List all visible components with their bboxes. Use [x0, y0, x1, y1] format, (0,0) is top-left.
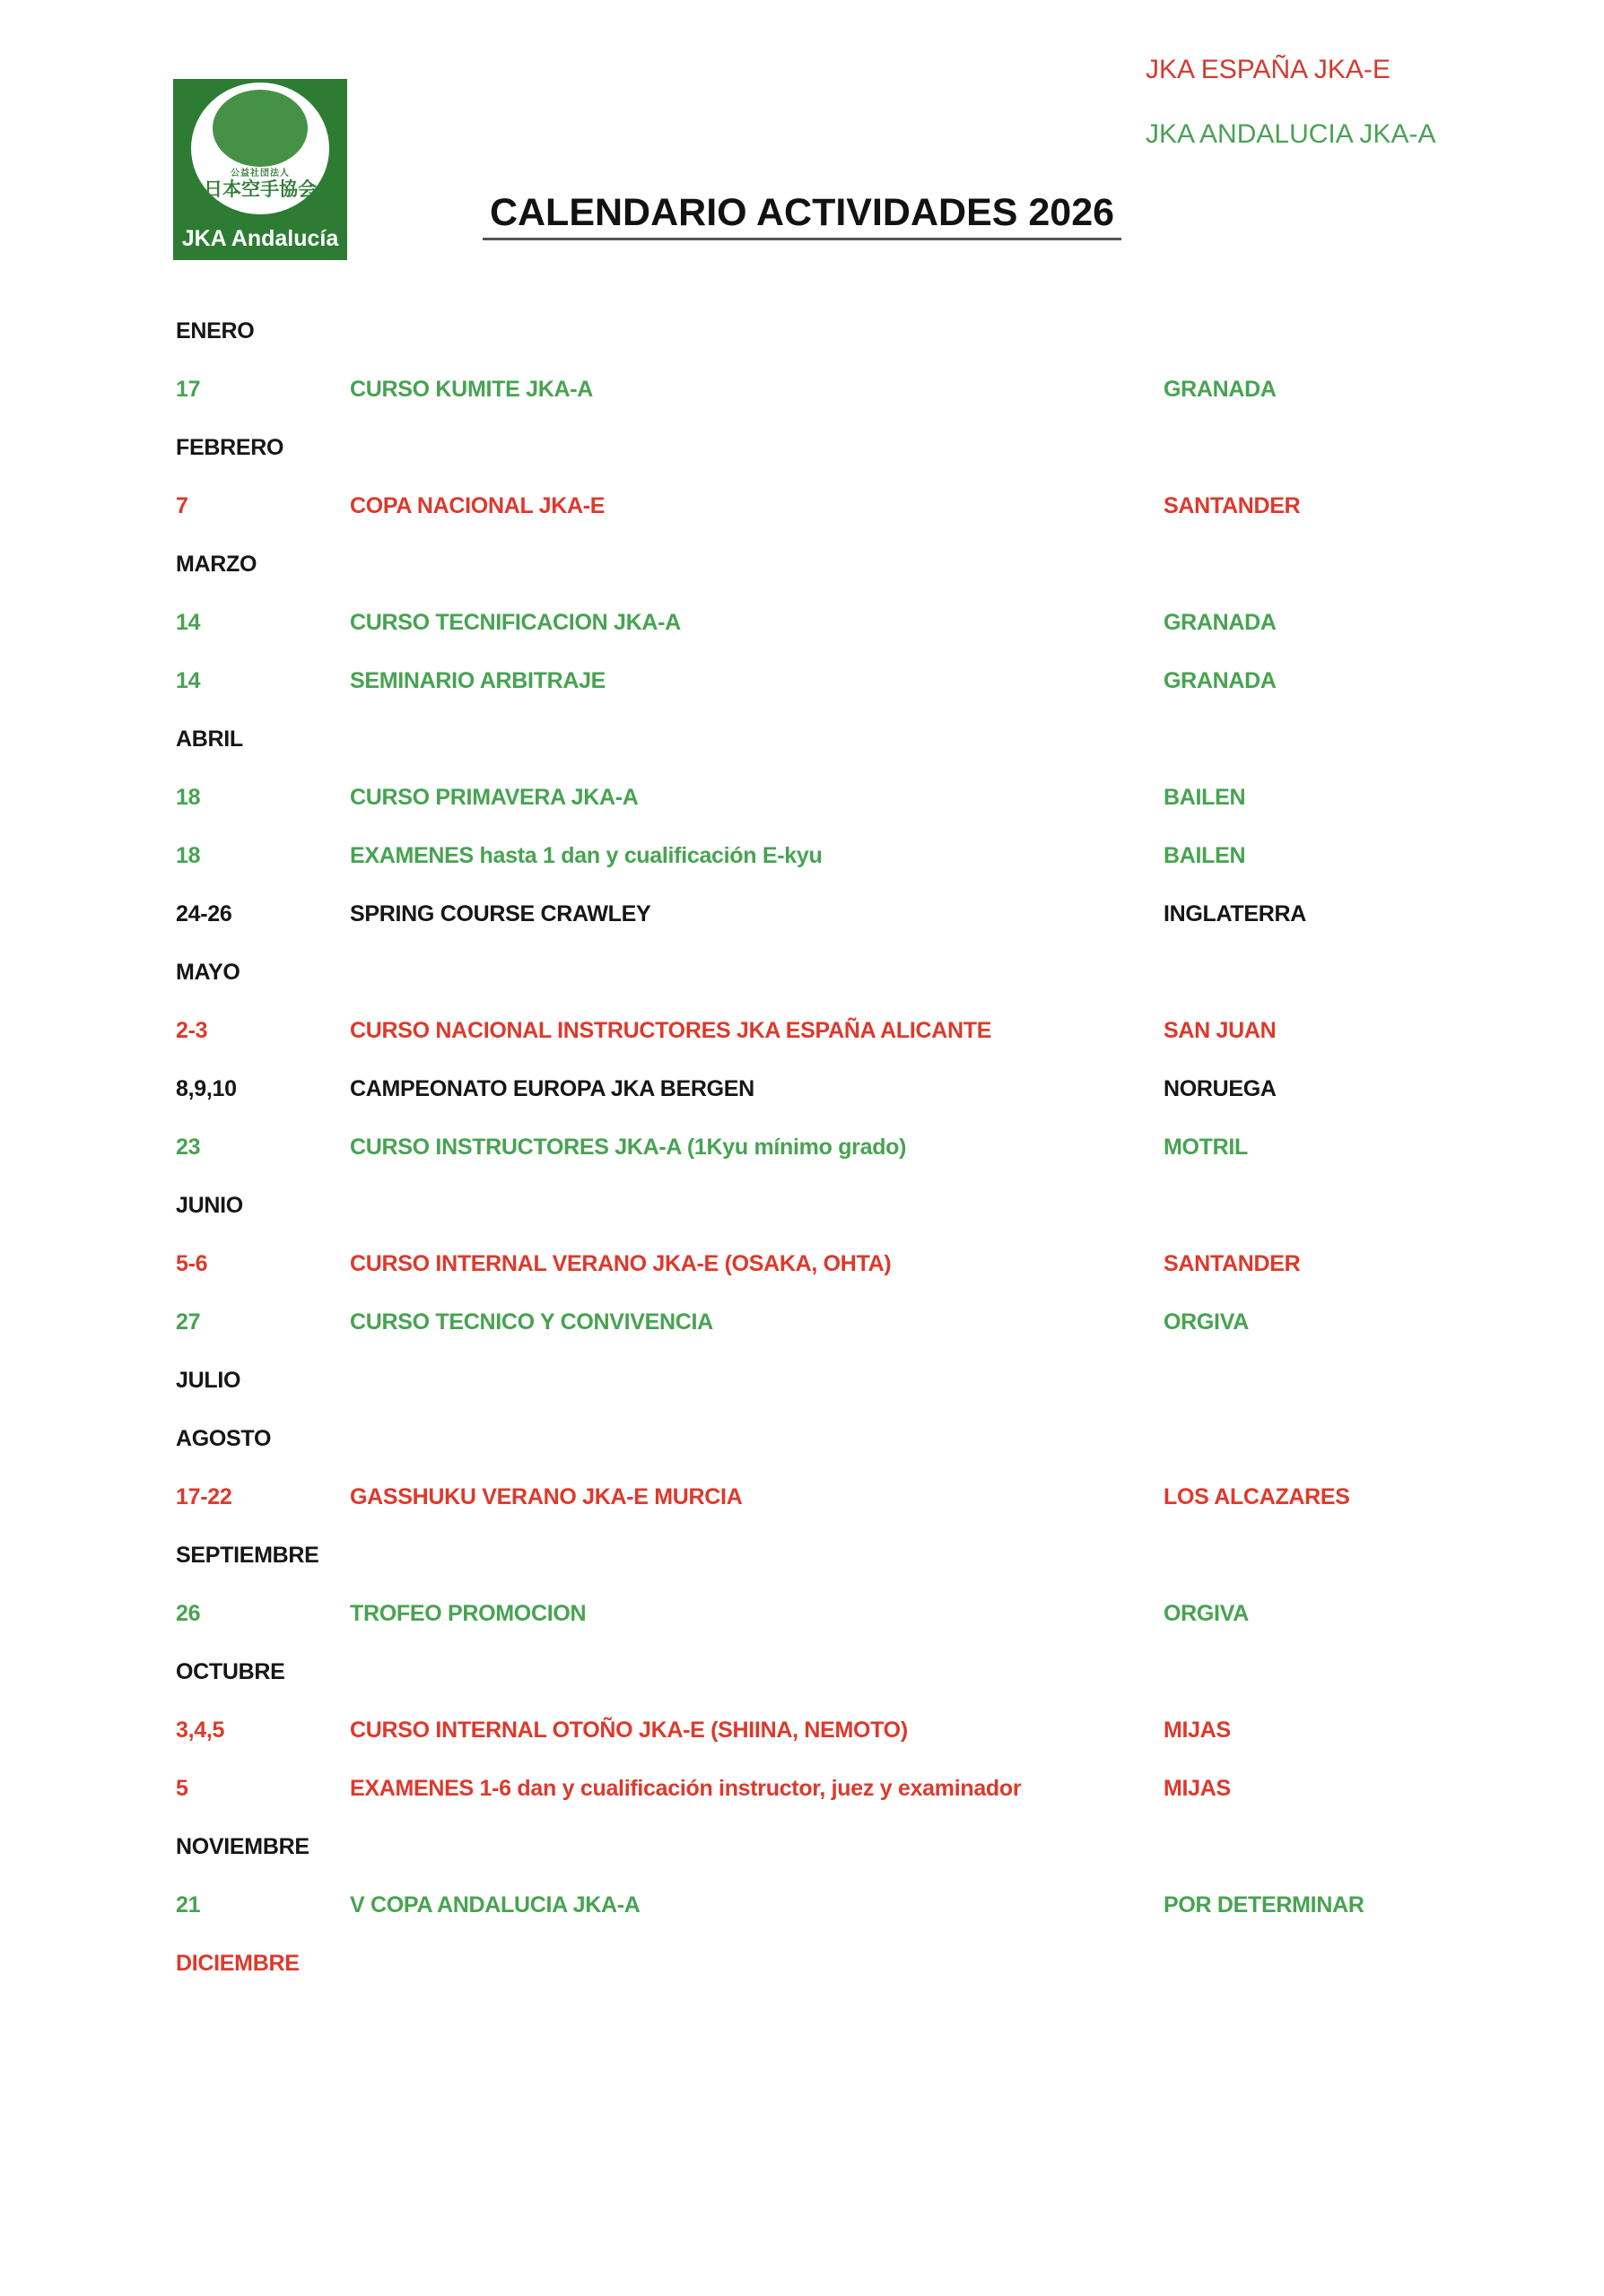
page-title-wrapper	[0, 193, 1604, 240]
event-location: GRANADA	[1164, 668, 1277, 693]
event-location: MIJAS	[1164, 1718, 1231, 1743]
event-date: 14	[176, 668, 201, 693]
calendar-month-row	[0, 1177, 1604, 1235]
event-date: 23	[176, 1135, 201, 1160]
calendar-event-row	[0, 1060, 1604, 1118]
event-date: 5-6	[176, 1251, 208, 1276]
event-title: EXAMENES hasta 1 dan y cualificación E-kyu	[350, 843, 823, 868]
calendar-event-row	[0, 1293, 1604, 1352]
event-date: 21	[176, 1892, 201, 1918]
calendar-month-row	[0, 944, 1604, 1002]
calendar-rows	[0, 302, 1604, 1993]
calendar-month-row	[0, 302, 1604, 361]
month-label: AGOSTO	[176, 1426, 272, 1451]
calendar-event-row	[0, 1876, 1604, 1935]
event-title: GASSHUKU VERANO JKA-E MURCIA	[350, 1484, 743, 1509]
logo-kanji-small-text: 公益社団法人	[231, 169, 290, 178]
calendar-event-row	[0, 885, 1604, 944]
event-title: V COPA ANDALUCIA JKA-A	[350, 1892, 641, 1918]
month-label: OCTUBRE	[176, 1659, 285, 1684]
calendar-event-row	[0, 361, 1604, 419]
event-title: CURSO INTERNAL OTOÑO JKA-E (SHIINA, NEMOTO)	[350, 1718, 908, 1743]
event-title: EXAMENES 1-6 dan y cualificación instructor, juez y examinador	[350, 1776, 1022, 1801]
event-title: CAMPEONATO EUROPA JKA BERGEN	[350, 1076, 754, 1101]
event-location: POR DETERMINAR	[1164, 1892, 1364, 1918]
logo-kanji-main-text: 日本空手協会	[204, 179, 317, 200]
event-date: 17	[176, 377, 201, 402]
calendar-event-row	[0, 1585, 1604, 1643]
calendar-event-row	[0, 1118, 1604, 1177]
calendar-event-row	[0, 594, 1604, 652]
calendar-event-row	[0, 827, 1604, 885]
calendar-event-row	[0, 1002, 1604, 1060]
org-line-jka-espana: JKA ESPAÑA JKA-E	[1146, 55, 1390, 84]
event-location: SAN JUAN	[1164, 1018, 1277, 1043]
event-date: 8,9,10	[176, 1076, 237, 1101]
calendar-event-row	[0, 1760, 1604, 1818]
calendar-event-row	[0, 1701, 1604, 1760]
calendar-month-row	[0, 535, 1604, 594]
event-date: 14	[176, 610, 201, 635]
event-title: CURSO INSTRUCTORES JKA-A (1Kyu mínimo grado)	[350, 1135, 907, 1160]
event-title: CURSO KUMITE JKA-A	[350, 377, 593, 402]
event-title: SPRING COURSE CRAWLEY	[350, 901, 651, 926]
event-location: ORGIVA	[1164, 1309, 1249, 1335]
calendar-month-row	[0, 1935, 1604, 1993]
event-date: 2-3	[176, 1018, 208, 1043]
event-title: CURSO NACIONAL INSTRUCTORES JKA ESPAÑA ALICANTE	[350, 1018, 992, 1043]
event-location: BAILEN	[1164, 843, 1246, 868]
event-location: GRANADA	[1164, 377, 1277, 402]
calendar-month-row	[0, 1818, 1604, 1876]
calendar-event-row	[0, 477, 1604, 535]
event-date: 3,4,5	[176, 1718, 225, 1743]
event-title: CURSO TECNIFICACION JKA-A	[350, 610, 681, 635]
event-date: 18	[176, 843, 201, 868]
event-title: CURSO PRIMAVERA JKA-A	[350, 785, 639, 810]
event-date: 24-26	[176, 901, 232, 926]
month-label: JUNIO	[176, 1193, 243, 1218]
event-location: LOS ALCAZARES	[1164, 1484, 1350, 1509]
event-date: 7	[176, 493, 188, 518]
event-location: SANTANDER	[1164, 493, 1301, 518]
event-location: INGLATERRA	[1164, 901, 1307, 926]
event-location: GRANADA	[1164, 610, 1277, 635]
month-label: FEBRERO	[176, 435, 284, 460]
calendar-month-row	[0, 1643, 1604, 1701]
calendar-event-row	[0, 769, 1604, 827]
event-title: COPA NACIONAL JKA-E	[350, 493, 606, 518]
calendar-month-row	[0, 710, 1604, 769]
event-title: SEMINARIO ARBITRAJE	[350, 668, 606, 693]
month-label: ABRIL	[176, 726, 243, 752]
calendar-month-row	[0, 1526, 1604, 1585]
calendar-event-row	[0, 1468, 1604, 1526]
month-label: MARZO	[176, 552, 257, 577]
event-date: 18	[176, 785, 201, 810]
calendar-month-row	[0, 1352, 1604, 1410]
month-label: JULIO	[176, 1368, 241, 1393]
event-location: MOTRIL	[1164, 1135, 1249, 1160]
event-date: 27	[176, 1309, 201, 1335]
event-title: TROFEO PROMOCION	[350, 1601, 587, 1626]
event-title: CURSO INTERNAL VERANO JKA-E (OSAKA, OHTA)	[350, 1251, 892, 1276]
month-label: DICIEMBRE	[176, 1951, 300, 1976]
org-line-jka-andalucia: JKA ANDALUCIA JKA-A	[1146, 119, 1436, 149]
event-title: CURSO TECNICO Y CONVIVENCIA	[350, 1309, 713, 1335]
month-label: ENERO	[176, 318, 255, 344]
event-location: SANTANDER	[1164, 1251, 1301, 1276]
event-date: 17-22	[176, 1484, 232, 1509]
logo-label: JKA Andalucía	[181, 226, 339, 251]
calendar-month-row	[0, 419, 1604, 477]
event-location: NORUEGA	[1164, 1076, 1277, 1101]
event-date: 5	[176, 1776, 188, 1801]
event-location: BAILEN	[1164, 785, 1246, 810]
page-title: CALENDARIO ACTIVIDADES 2026	[483, 193, 1121, 240]
month-label: SEPTIEMBRE	[176, 1543, 319, 1568]
event-date: 26	[176, 1601, 201, 1626]
calendar-event-row	[0, 1235, 1604, 1293]
event-location: MIJAS	[1164, 1776, 1231, 1801]
month-label: NOVIEMBRE	[176, 1834, 309, 1859]
calendar-event-row	[0, 652, 1604, 710]
month-label: MAYO	[176, 960, 240, 985]
event-location: ORGIVA	[1164, 1601, 1249, 1626]
logo-inner-green-circle-icon	[213, 90, 308, 167]
calendar-month-row	[0, 1410, 1604, 1468]
